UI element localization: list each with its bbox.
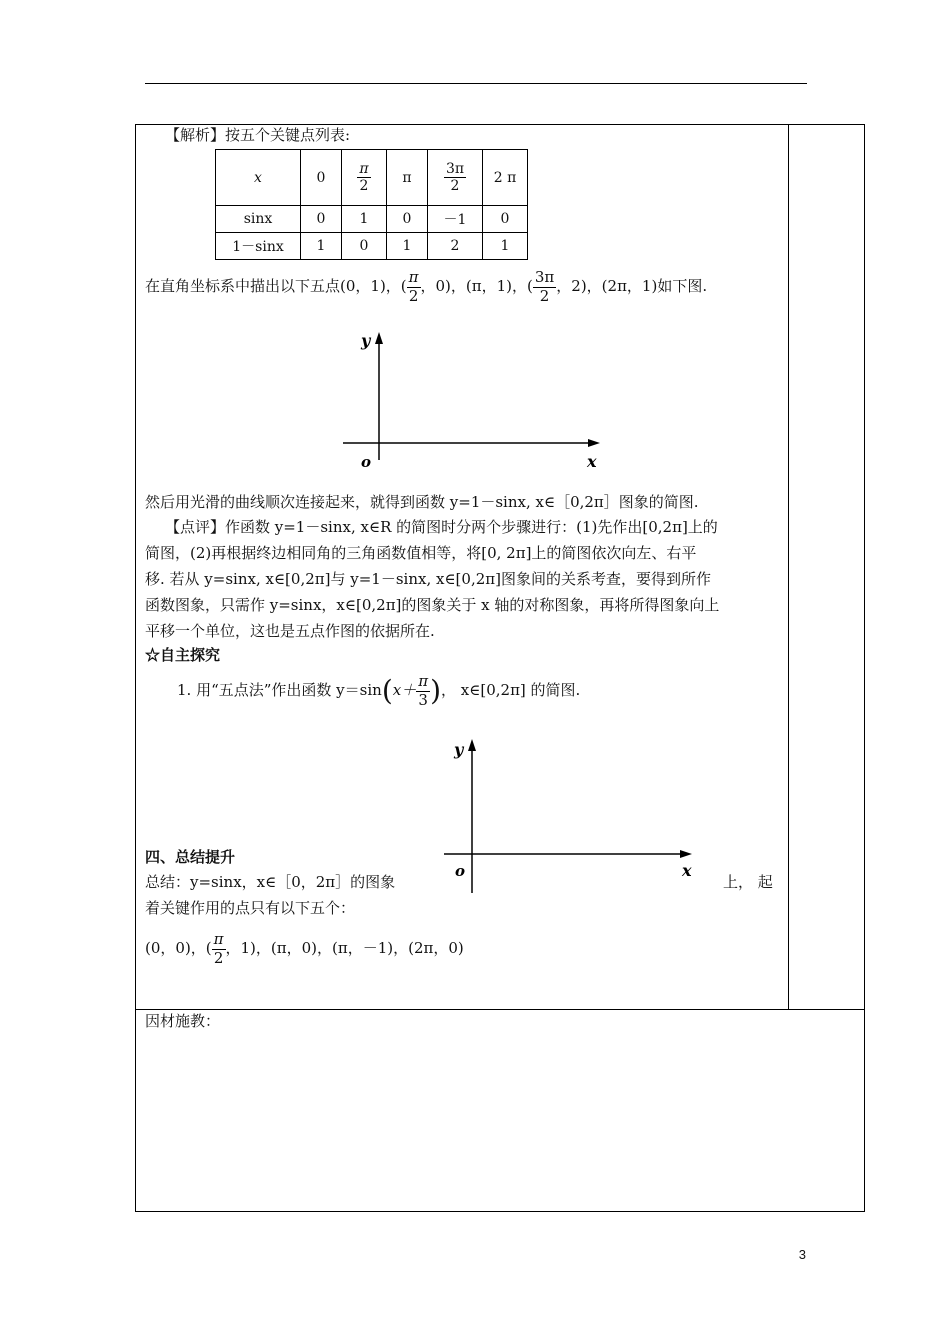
analysis-intro: 【解析】按五个关键点列表: bbox=[165, 126, 351, 144]
header-x: x bbox=[216, 150, 301, 206]
row-label: sinx bbox=[216, 206, 301, 233]
header-2pi: 2 π bbox=[483, 150, 528, 206]
header-0: 0 bbox=[301, 150, 342, 206]
y-axis-arrow bbox=[375, 332, 383, 344]
origin-label: o bbox=[361, 453, 372, 470]
column-divider bbox=[788, 124, 789, 1010]
table-cell: 0 bbox=[483, 206, 528, 233]
x-axis-arrow bbox=[588, 439, 600, 447]
table-cell: 0 bbox=[342, 233, 387, 260]
origin-label: o bbox=[455, 862, 466, 880]
y-axis-arrow bbox=[468, 739, 476, 751]
header-pi: π bbox=[387, 150, 428, 206]
row-divider bbox=[135, 1009, 865, 1010]
x-axis-label: x bbox=[587, 452, 597, 470]
coordinate-axes-2 bbox=[436, 735, 706, 895]
explore-heading: ☆自主探究 bbox=[145, 646, 221, 664]
table-cell: 1 bbox=[301, 233, 342, 260]
table-cell: 1 bbox=[342, 206, 387, 233]
summary-line-1b: 上， 起 bbox=[723, 873, 773, 891]
page-number: 3 bbox=[798, 1247, 806, 1262]
plot-points-sentence: 在直角坐标系中描出以下五点(0，1)，( $\frac{\pi}{2}$ ，0)，(π，1)，( $\frac{3\pi}{2}$ ，2)，(2π，1)如下图. bbox=[145, 268, 708, 305]
table-row bbox=[216, 150, 528, 206]
connect-sentence: 然后用光滑的曲线顺次连接起来，就得到函数 y=1－sinx, x∈［0,2π］图象的简图. bbox=[145, 493, 699, 511]
x-axis-label: x bbox=[682, 861, 692, 880]
coordinate-axes-1 bbox=[335, 330, 615, 470]
x-axis-arrow bbox=[680, 850, 692, 858]
table-cell: 1 bbox=[387, 233, 428, 260]
table-row bbox=[216, 206, 528, 233]
summary-points: (0，0)，( $\frac{\pi}{2}$ ，1)，(π，0)，(π，－1)，(2π，0) bbox=[145, 930, 464, 967]
row-label: 1－sinx bbox=[216, 233, 301, 260]
comment-line-2: 简图，(2)再根据终边相同角的三角函数值相等，将[0, 2π]上的简图依次向左、右平 bbox=[145, 544, 697, 562]
comment-line-4: 函数图象，只需作 y=sinx，x∈[0,2π]的图象关于 x 轴的对称图象，再将所得图象向上 bbox=[145, 596, 720, 614]
header-rule bbox=[145, 83, 807, 84]
summary-line-2: 着关键作用的点只有以下五个： bbox=[145, 899, 356, 917]
table-cell: 0 bbox=[301, 206, 342, 233]
comment-line-5: 平移一个单位，这也是五点作图的依据所在. bbox=[145, 622, 435, 640]
comment-line-1: 【点评】作函数 y=1－sinx, x∈R 的简图时分两个步骤进行：(1)先作出[0,2π]上的 bbox=[165, 518, 718, 536]
footer-cell-label: 因材施教： bbox=[145, 1012, 221, 1030]
table-cell: 2 bbox=[428, 233, 483, 260]
table-cell: －1 bbox=[428, 206, 483, 233]
comment-line-3: 移. 若从 y=sinx, x∈[0,2π]与 y=1－sinx, x∈[0,2π]图象间的关系考查，要得到所作 bbox=[145, 570, 711, 588]
summary-heading: 四、总结提升 bbox=[145, 848, 236, 866]
y-axis-label: y bbox=[454, 740, 464, 759]
table-cell: 0 bbox=[387, 206, 428, 233]
table-row bbox=[216, 233, 528, 260]
table-cell: 1 bbox=[483, 233, 528, 260]
y-axis-label: y bbox=[361, 331, 371, 350]
summary-line-1a: 总结：y=sinx，x∈［0，2π］的图象 bbox=[145, 873, 396, 891]
key-points-table bbox=[215, 149, 528, 260]
exercise-1: 1. 用“五点法”作出函数 y＝sin(x＋ $\frac{\pi}{3}$ )， x∈[0,2π] 的简图. bbox=[177, 672, 581, 709]
header-three-half-pi: $\frac{3\pi}{2}$ bbox=[428, 150, 483, 206]
header-half-pi: $\frac{\pi}{2}$ bbox=[342, 150, 387, 206]
